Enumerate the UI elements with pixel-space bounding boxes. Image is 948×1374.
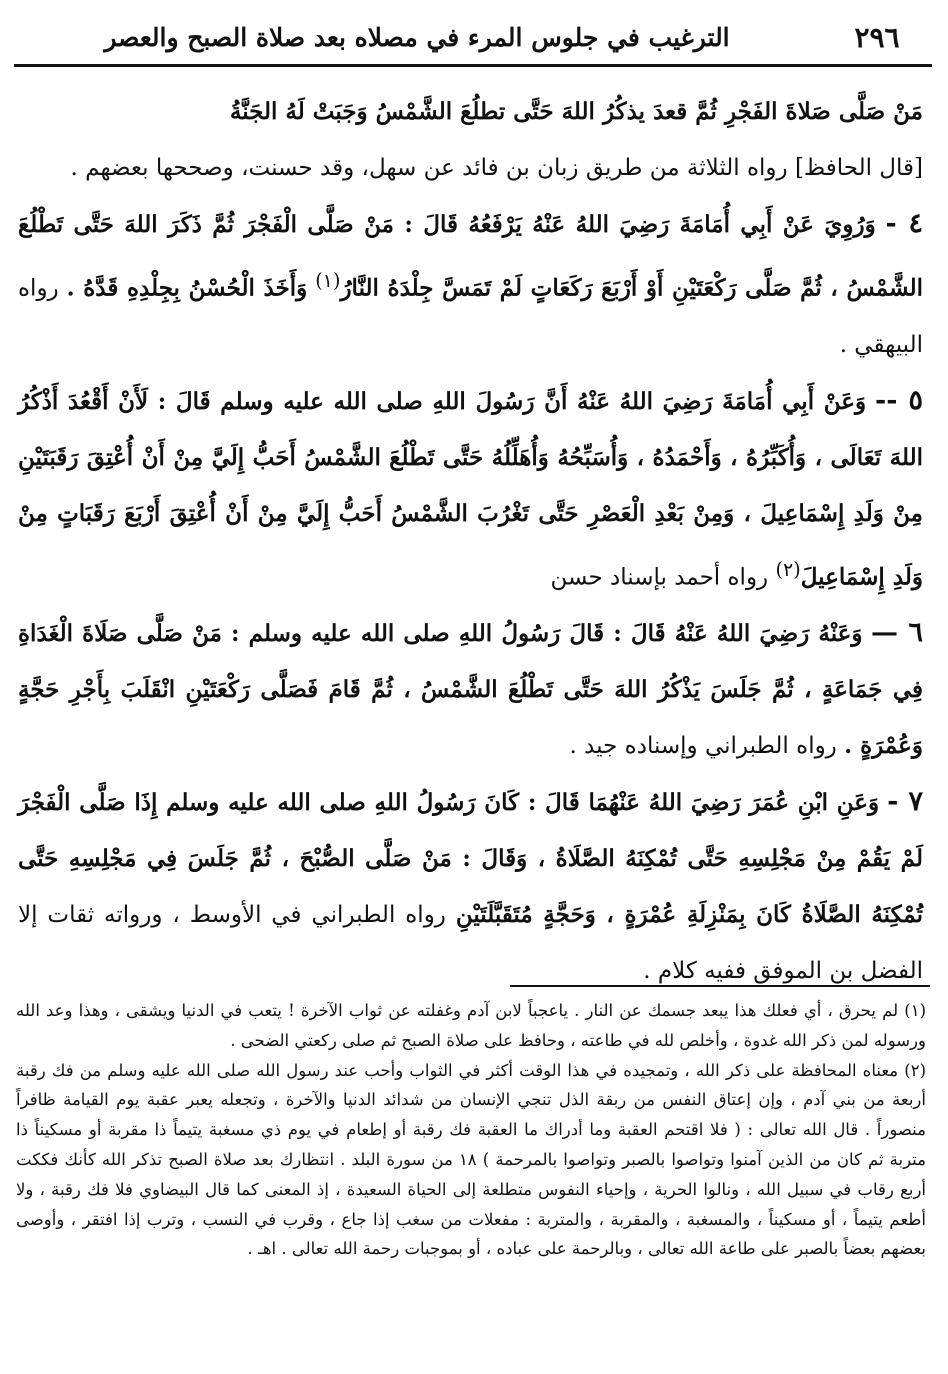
hadith-4 — [18, 196, 923, 373]
hadith-text-continued: وَأَخَذَ الْحُسْنُ بِجِلْدِهِ قَدَّهُ . — [66, 274, 308, 302]
hadith-text: وَعَنِ ابْنِ عُمَرَ رَضِيَ اللهُ عَنْهُمَا قَالَ : كَانَ رَسُولُ اللهِ صلى الله عليه وسلم إِذَا صَلَّى الْفَجْرَ لَمْ يَقُمْ مِنْ مَجْلِسِهِ حَتَّى تُمْكِنَهُ الصَّلَاةُ ، وَقَالَ : مَنْ صَلَّى الصُّبْحَ ، ثُمَّ جَلَسَ فِي مَجْلِسِهِ حَتَّى تُمْكِنَهُ الصَّلَاةُ كَانَ بِمَنْزِلَةِ عُمْرَةٍ ، وَحَجَّةٍ مُتَقَبَّلَتَيْنِ — [18, 789, 923, 929]
page-header — [12, 14, 932, 60]
hadith-number: ٥ -- — [875, 384, 924, 416]
hadith-text: وَعَنْهُ رَضِيَ اللهُ عَنْهُ قَالَ : قَالَ رَسُولُ اللهِ صلى الله عليه وسلم : مَنْ صَلَّى صَلَاةَ الْغَدَاةِ فِي جَمَاعَةٍ ، ثُمَّ جَلَسَ يَذْكُرُ اللهَ حَتَّى تَطْلُعَ الشَّمْسُ ، ثُمَّ قَامَ فَصَلَّى رَكْعَتَيْنِ انْقَلَبَ بِأَجْرِ حَجَّةٍ وَعُمْرَةٍ . — [18, 620, 923, 760]
running-title: الترغيب في جلوس المرء في مصلاه بعد صلاة الصبح والعصر — [104, 22, 730, 52]
footnote-1: (١) لم يحرق ، أي فعلك هذا يبعد جسمك عن النار . ياعجباً لابن آدم وغفلته عن ثواب الآخرة ! يتعب في الدنيا ويشقى ، وهذا وعد الله ورسوله لمن ذكر الله غدوة ، وأخلص لله في طاعته ، وحافظ على صلاة الصبح ثم صلى ركعتي الضحى . — [16, 1001, 926, 1050]
hadith-source: رواه أحمد بإسناد حسن — [550, 564, 769, 591]
hadith-source: رواه الطبراني وإسناده جيد . — [569, 733, 837, 760]
footnote-rule — [510, 985, 930, 987]
hadith-source: رواه الطبراني في الأوسط ، ورواته ثقات إلا الفضل بن الموفق ففيه كلام . — [18, 902, 923, 985]
hadith-text: وَعَنْ أَبِي أُمَامَةَ رَضِيَ اللهُ عَنْهُ أَنَّ رَسُولَ اللهِ صلى الله عليه وسلم قَالَ : لَأَنْ أَقْعُدَ أَذْكُرُ اللهَ تَعَالَى ، وَأُكَبِّرُهُ ، وَأَحْمَدُهُ ، وَأُسَبِّحُهُ وَأُهَلِّلُهُ حَتَّى تَطْلُعَ الشَّمْسُ أَحَبُّ إِلَيَّ مِنْ أَنْ أُعْتِقَ رَقَبَتَيْنِ مِنْ وَلَدِ إِسْمَاعِيلَ ، وَمِنْ بَعْدِ الْعَصْرِ حَتَّى تَغْرُبَ الشَّمْسُ أَحَبُّ إِلَيَّ مِنْ أَنْ أُعْتِقَ أَرْبَعَ رَقَبَاتٍ مِنْ وَلَدِ إِسْمَاعِيلَ — [18, 387, 923, 591]
header-rule — [14, 64, 932, 67]
footnote-marker: (٢) — [775, 557, 801, 581]
footnotes — [16, 996, 926, 1264]
footnote-2: (٢) معناه المحافظة على ذكر الله ، وتمجيده في هذا الوقت أكثر في الثواب وأحب عند رسول الله صلى الله عليه وسلم من فك رقبة أربعة من بني آدم ، وإن إعتاق النفس من ربقة الذل تنجي الإنسان من شدائد الدنيا والآخرة ، وتجعله يعبر عقبة يوم القيامة ظافراً منصوراً . قال الله تعالى : ( فلا اقتحم العقبة وما أدراك ما العقبة فك رقبة أو إطعام في يوم ذي مسغبة يتيماً ذا مقربة أو مسكيناً ذا متربة ثم كان من الذين آمنوا وتواصوا بالصبر وتواصوا بالمرحمة ) ١٨ من سورة البلد . انتظارك بعد صلاة الصبح تذكر الله كأنك فككت أربع رقاب في سبيل الله ، ونالوا الحرية ، وإحياء النفوس متطلعة إلى الحياة السعيدة ، إذ المعنى كما قال البيضاوي فلا فك رقبة ، ولا أطعم يتيماً ، أو مسكيناً ، والمسغبة ، والمقربة ، والمتربة : مفعلات من سغب إذا جاع ، وقرب في النسب ، وترب إذا افتقر ، وأوصى بعضهم بعضاً بالصبر على طاعة الله تعالى ، وبالرحمة على عباده ، أو بموجبات رحمة الله تعالى . اهـ . — [16, 1060, 926, 1259]
hadith-6 — [18, 605, 923, 774]
hadith-source: رواه البيهقي . — [18, 275, 923, 358]
hadith-7 — [18, 774, 923, 999]
hadith-number: ٧ - — [887, 786, 924, 818]
hadith-number: ٤ - — [885, 208, 924, 239]
hafiz-note: [قال الحافظ] رواه الثلاثة من طريق زبان بن فائد عن سهل، وقد حسنت، وصححها بعضهم . — [70, 155, 923, 181]
footnote-marker: (١) — [315, 269, 341, 292]
main-text — [18, 84, 923, 999]
hadith-text: وَرُوِيَ عَنْ أَبِي أُمَامَةَ رَضِيَ اللهُ عَنْهُ يَرْفَعُهُ قَالَ : مَنْ صَلَّى الْفَجْرَ ثُمَّ ذَكَرَ اللهَ حَتَّى تَطْلُعَ الشَّمْسُ ، ثُمَّ صَلَّى رَكْعَتَيْنِ أَوْ أَرْبَعَ رَكَعَاتٍ لَمْ تَمَسَّ جِلْدَهُ النَّارُ — [18, 211, 924, 302]
hadith-5 — [18, 373, 923, 606]
opening-text: مَنْ صَلَّى صَلاةَ الفَجْرِ ثُمَّ قعدَ يذكُرُ اللهَ حَتَّى تطلُعَ الشَّمْسُ وَجَبَتْ لَهُ الجَنَّةُ — [229, 98, 923, 125]
page-number: ٢٩٦ — [854, 20, 900, 54]
hadith-number: ٦ — — [870, 617, 923, 649]
